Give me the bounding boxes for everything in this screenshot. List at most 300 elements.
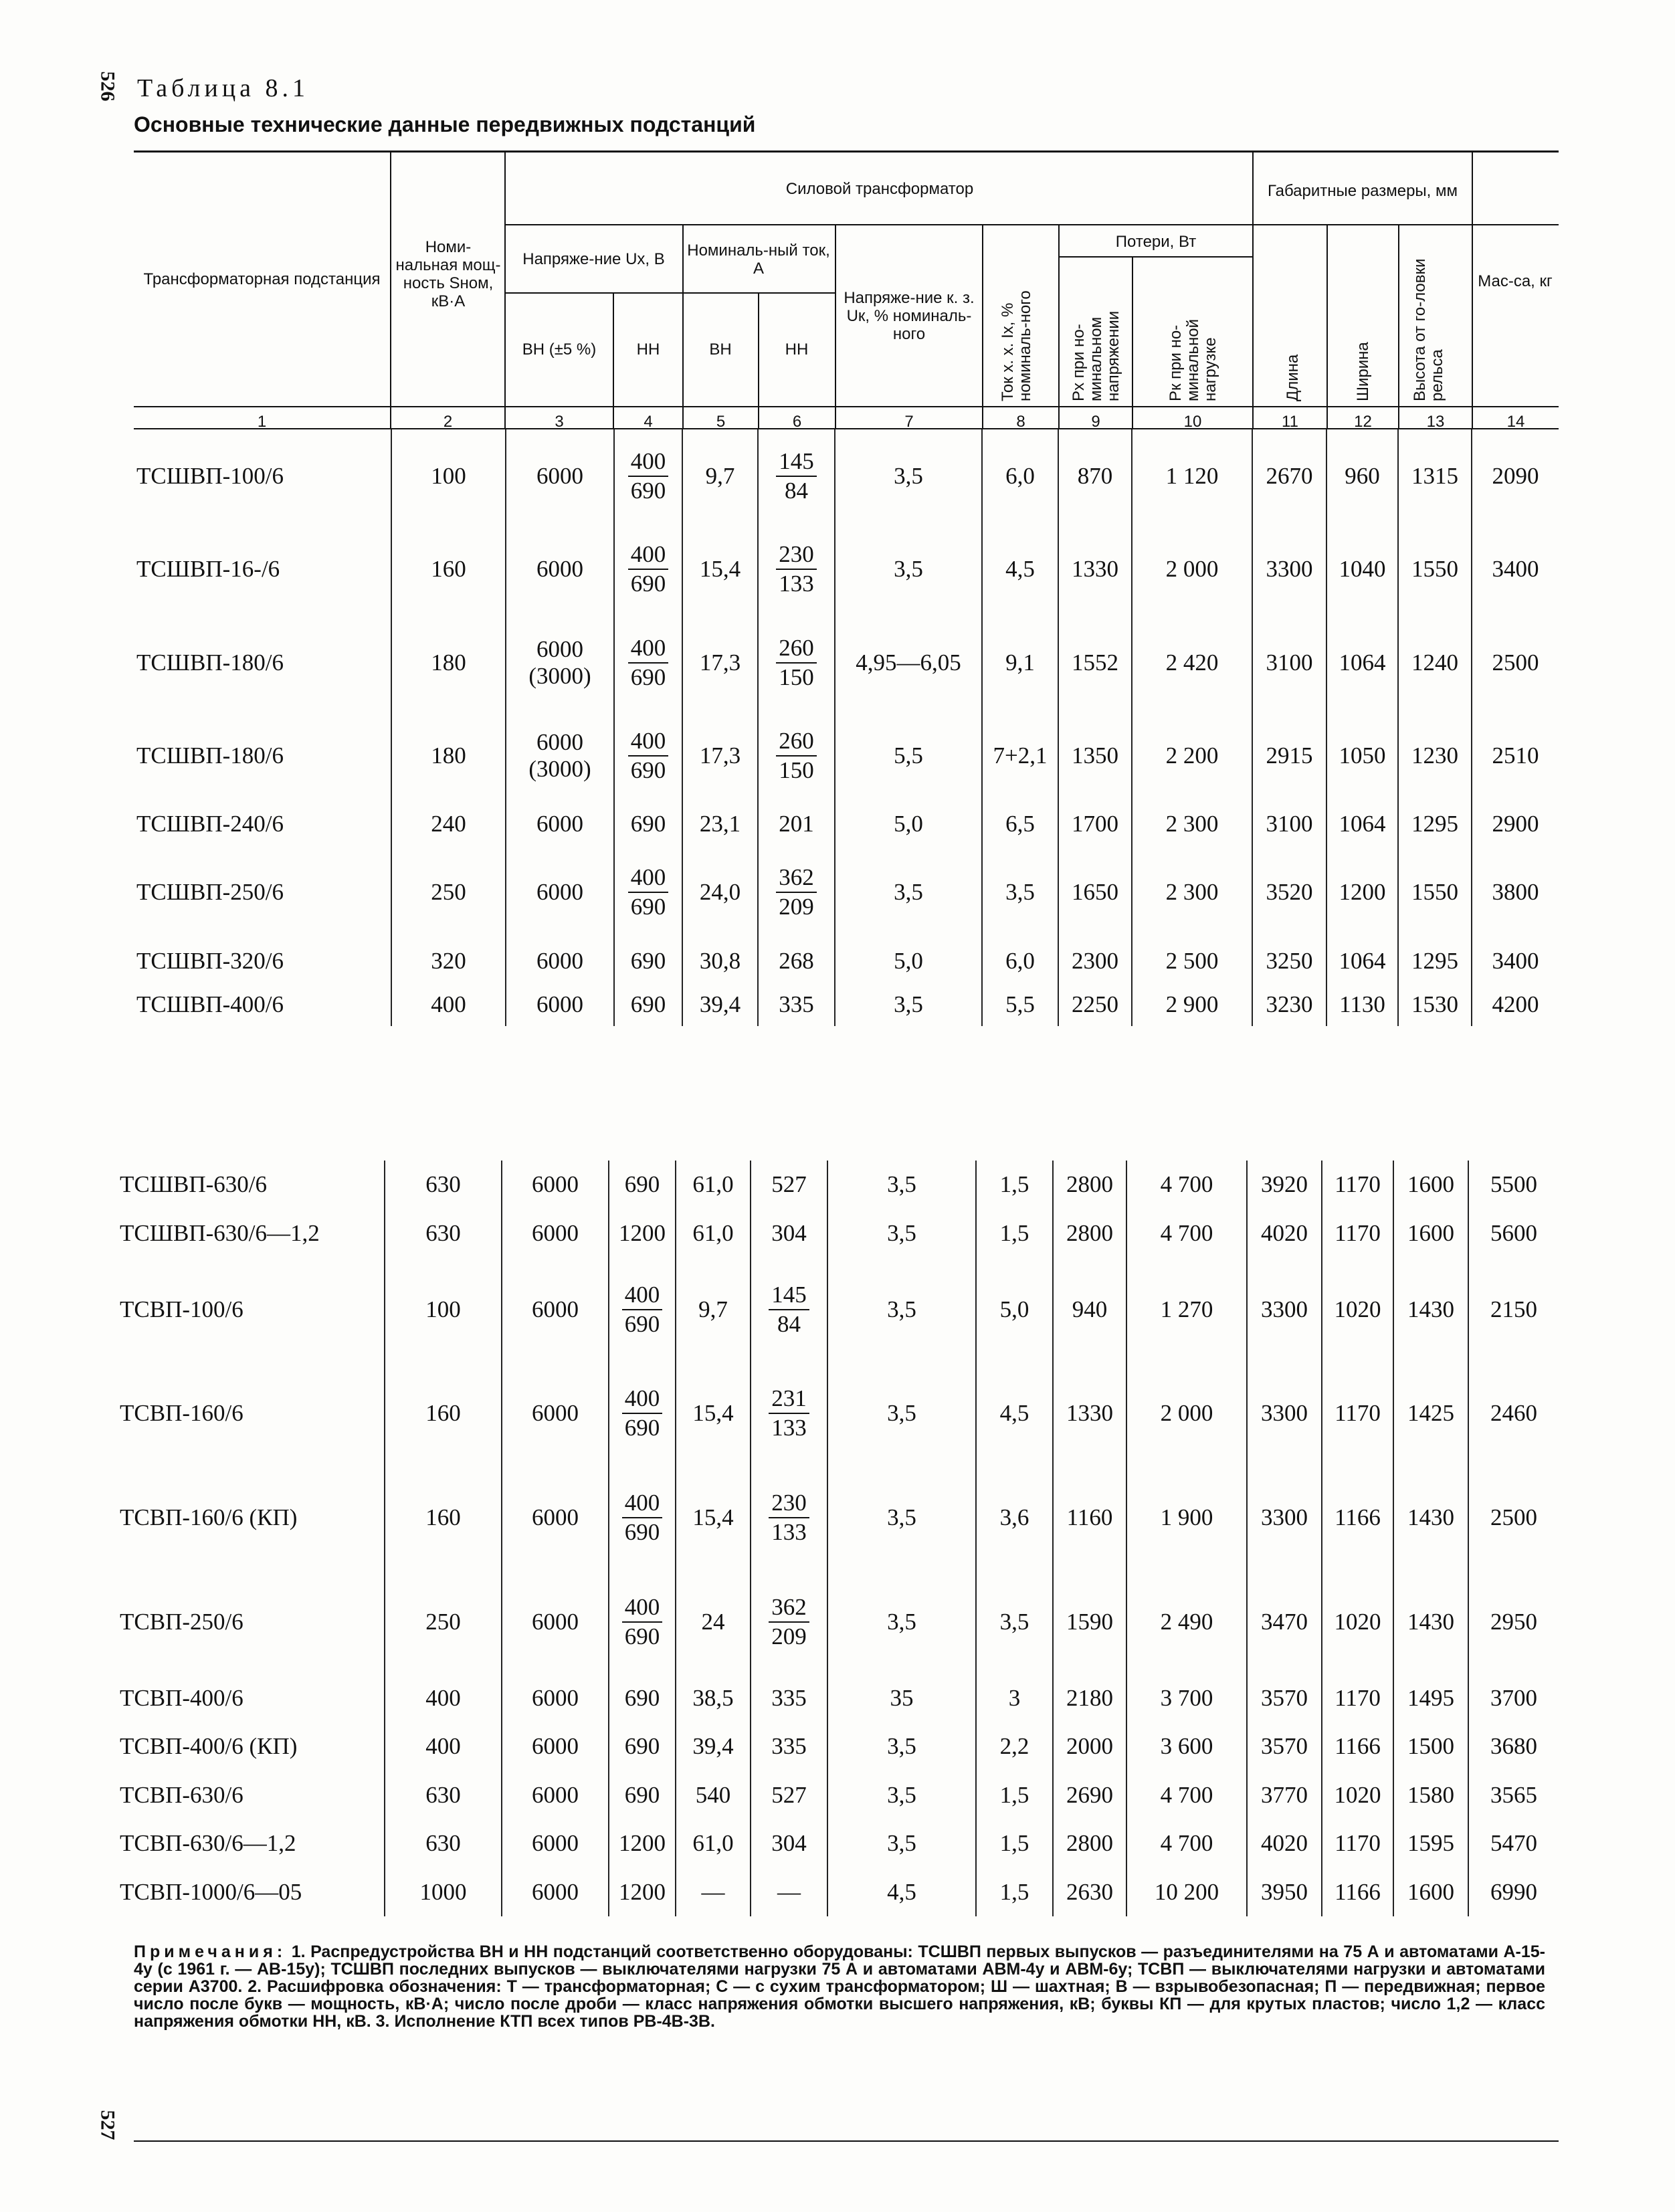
voltage-hv-value: 6000 [536,729,583,756]
nl-current-value: 7+2,1 [993,742,1048,769]
width-value: 1130 [1339,991,1385,1017]
cell-current-lv [751,1258,827,1362]
cell-mass [1472,803,1559,846]
sc-voltage-value: 5,0 [894,947,923,974]
cell-substation [134,616,391,709]
voltage-lv-fraction [622,1385,663,1442]
cell-voltage-lv [614,616,682,709]
voltage-hv-value: 6000 [536,462,583,489]
current-lv-fraction [776,447,817,505]
current-lv-bottom: 133 [771,1415,807,1441]
cell-height [1398,983,1472,1026]
cell-height [1398,803,1472,846]
voltage-hv-value: 6000 [532,1684,579,1711]
cell-voltage-hv [506,522,614,615]
cell-substation [117,1819,385,1868]
current-lv-value: 335 [779,991,814,1017]
cell-nl-current [976,1570,1053,1674]
table-row [134,522,1559,615]
height-value: 1600 [1407,1171,1454,1198]
column-number: 4 [644,413,653,431]
substation-name: ТСШВП-400/6 [136,991,284,1017]
loss-nl-value: 2250 [1072,991,1118,1017]
loss-nl-value: 2800 [1066,1219,1113,1246]
power-value: 250 [431,879,466,906]
table-row [117,1209,1559,1257]
column-number: 10 [1183,413,1202,431]
table-title: Основные технические данные передвижных подстанций [134,112,756,136]
cell-height [1393,1722,1468,1771]
cell-loss-load [1132,939,1252,983]
current-lv-top: 231 [769,1385,809,1414]
loss-load-value: 2 420 [1165,649,1219,676]
cell-voltage-hv [502,1258,609,1362]
cell-nl-current [976,1819,1053,1868]
table-caption: Таблица 8.1 [137,74,310,102]
current-lv-bottom: 209 [779,894,814,920]
voltage-hv-value: 6000 [532,1296,579,1322]
cell-voltage-lv [609,1209,676,1257]
current-hv-value: 61,0 [692,1219,734,1246]
mass-value: 5600 [1490,1219,1537,1246]
mass-value: 4200 [1492,991,1539,1017]
voltage-lv-top: 400 [622,1593,663,1623]
voltage-lv-bottom: 690 [630,477,666,504]
voltage-lv-value: 1200 [619,1219,666,1246]
cell-current-lv [751,1570,827,1674]
voltage-lv-bottom: 690 [624,1519,660,1546]
cell-loss-nl [1058,522,1132,615]
cell-nl-current [976,1362,1053,1466]
cell-current-hv [682,983,758,1026]
cell-power [385,1819,502,1868]
current-lv-value: 527 [771,1171,807,1198]
header-transformer: Силовой трансформатор [785,180,974,198]
cell-length [1247,1771,1322,1819]
cell-width [1322,1868,1393,1916]
length-value: 4020 [1261,1830,1308,1857]
cell-voltage-hv [502,1819,609,1868]
cell-power [385,1209,502,1257]
loss-load-value: 2 500 [1165,947,1219,974]
current-lv-top: 362 [776,864,817,893]
cell-width [1322,1674,1393,1722]
current-hv-value: 540 [695,1781,731,1808]
cell-height [1398,939,1472,983]
cell-substation [134,522,391,615]
nl-current-value: 6,0 [1005,947,1035,974]
column-number: 13 [1426,413,1445,431]
sc-voltage-value: 4,5 [887,1878,916,1905]
cell-substation [117,1466,385,1570]
current-hv-value: 39,4 [699,991,741,1017]
substation-name: ТСШВП-180/6 [136,649,284,676]
header-divider [613,292,614,428]
cell-power [385,1771,502,1819]
table-row [134,939,1559,983]
loss-nl-value: 1350 [1072,742,1118,769]
loss-load-value: 3 600 [1160,1733,1213,1760]
cell-height [1393,1258,1468,1362]
cell-length [1247,1819,1322,1868]
cell-nl-current [982,616,1058,709]
power-value: 180 [431,649,466,676]
cell-loss-nl [1053,1819,1126,1868]
cell-width [1322,1722,1393,1771]
cell-mass [1468,1570,1559,1674]
loss-load-value: 10 200 [1154,1878,1219,1905]
cell-substation [134,846,391,939]
cell-voltage-hv [506,616,614,709]
cell-power [391,429,506,522]
cell-loss-load [1132,522,1252,615]
loss-nl-value: 1160 [1066,1504,1113,1531]
cell-current-lv [758,709,835,802]
cell-sc-voltage [827,1674,976,1722]
column-number: 11 [1282,413,1298,431]
loss-load-value: 3 700 [1160,1684,1213,1711]
voltage-lv-value: 1200 [619,1830,666,1857]
voltage-lv-bottom: 690 [624,1623,660,1649]
cell-nl-current [982,709,1058,802]
table-row [117,1771,1559,1819]
cell-sc-voltage [827,1819,976,1868]
current-lv-value: 527 [771,1781,807,1808]
voltage-lv-fraction [628,727,669,785]
length-value: 3470 [1261,1608,1308,1635]
loss-load-value: 2 200 [1165,742,1219,769]
loss-nl-value: 1590 [1066,1608,1113,1635]
width-value: 1020 [1334,1781,1381,1808]
nl-current-value: 9,1 [1005,649,1035,676]
voltage-lv-top: 400 [622,1281,663,1310]
sc-voltage-value: 3,5 [887,1219,916,1246]
width-value: 1064 [1339,947,1386,974]
voltage-lv-fraction [628,540,669,598]
cell-voltage-lv [614,939,682,983]
header-current: Номиналь-ный ток, А [687,241,830,278]
cell-nl-current [976,1258,1053,1362]
current-lv-fraction [776,634,817,692]
length-value: 3300 [1261,1296,1308,1322]
cell-width [1326,939,1398,983]
cell-mass [1472,983,1559,1026]
cell-loss-nl [1053,1362,1126,1466]
table-row [134,803,1559,846]
cell-substation [117,1771,385,1819]
cell-length [1252,983,1326,1026]
current-hv-value: 61,0 [692,1171,734,1198]
cell-length [1247,1161,1322,1209]
length-value: 3770 [1261,1781,1308,1808]
cell-substation [117,1161,385,1209]
cell-mass [1468,1466,1559,1570]
loss-nl-value: 2800 [1066,1830,1113,1857]
table-row [117,1570,1559,1674]
cell-current-lv [751,1161,827,1209]
cell-current-lv [758,429,835,522]
cell-current-lv [758,616,835,709]
power-value: 160 [425,1400,461,1427]
voltage-hv-value: 6000 [532,1219,579,1246]
length-value: 3300 [1266,556,1313,583]
cell-current-hv [676,1674,751,1722]
cell-voltage-lv [614,983,682,1026]
width-value: 1040 [1339,556,1386,583]
mass-value: 2500 [1490,1504,1537,1531]
mass-value: 2460 [1490,1400,1537,1427]
voltage-hv-value: 6000 [532,1400,579,1427]
width-value: 1170 [1335,1219,1381,1246]
voltage-hv-pair [528,636,591,690]
cell-current-hv [676,1466,751,1570]
header-height: Высота от го-ловки рельса [1411,258,1446,401]
table-row [134,616,1559,709]
cell-length [1247,1209,1322,1257]
cell-loss-load [1132,429,1252,522]
voltage-hv-value: 6000 [536,991,583,1017]
sc-voltage-value: 3,5 [887,1608,916,1635]
cell-loss-load [1132,983,1252,1026]
cell-mass [1472,846,1559,939]
cell-power [385,1258,502,1362]
current-hv-value: 38,5 [692,1684,734,1711]
sc-voltage-value: 3,5 [887,1781,916,1808]
mass-value: 5500 [1490,1171,1537,1198]
cell-loss-load [1126,1258,1247,1362]
cell-power [391,616,506,709]
nl-current-value: 3,5 [1005,879,1035,906]
current-hv-value: 23,1 [699,811,741,837]
column-number: 14 [1506,413,1525,431]
voltage-lv-fraction [622,1593,663,1651]
cell-sc-voltage [835,522,982,615]
cell-current-hv [676,1209,751,1257]
cell-mass [1468,1722,1559,1771]
current-lv-top: 145 [776,447,817,477]
header-loss-nl: Pх при но-минальном напряжении [1070,310,1122,401]
current-lv-top: 260 [776,634,817,664]
cell-loss-load [1126,1722,1247,1771]
power-value: 160 [431,556,466,583]
height-value: 1425 [1407,1400,1454,1427]
cell-nl-current [976,1868,1053,1916]
table-row [134,983,1559,1026]
substation-name: ТСВП-400/6 (КП) [120,1733,298,1760]
cell-loss-nl [1053,1771,1126,1819]
cell-voltage-hv [506,803,614,846]
cell-height [1393,1161,1468,1209]
width-value: 1170 [1335,1684,1381,1711]
current-lv-value: 335 [771,1684,807,1711]
header-divider [390,150,391,428]
cell-voltage-lv [614,709,682,802]
current-hv-value: 24 [701,1608,725,1635]
cell-height [1393,1209,1468,1257]
voltage-hv-value: 6000 [536,811,583,837]
length-value: 3570 [1261,1733,1308,1760]
sc-voltage-value: 3,5 [887,1400,916,1427]
loss-load-value: 2 300 [1165,811,1219,837]
notes [134,1943,1545,2030]
voltage-lv-bottom: 690 [630,894,666,920]
cell-width [1326,522,1398,615]
cell-loss-load [1126,1771,1247,1819]
header-divider [1132,256,1133,428]
cell-nl-current [976,1466,1053,1570]
page-number-bottom: 527 [96,2110,119,2140]
power-value: 630 [425,1219,461,1246]
mass-value: 5470 [1490,1830,1537,1857]
cell-height [1398,616,1472,709]
cell-current-lv [751,1674,827,1722]
cell-mass [1472,429,1559,522]
data-table-top [134,429,1559,1026]
table-row [134,846,1559,939]
substation-name: ТСВП-1000/6—05 [120,1878,302,1905]
header-subrule [1058,256,1252,258]
cell-height [1393,1771,1468,1819]
cell-current-lv [751,1819,827,1868]
loss-nl-value: 2630 [1066,1878,1113,1905]
loss-load-value: 4 700 [1160,1171,1213,1198]
header-loss-load: Pк при но-минальной нагрузке [1167,318,1219,401]
mass-value: 3400 [1492,556,1539,583]
nl-current-value: 4,5 [1005,556,1035,583]
cell-sc-voltage [835,983,982,1026]
table-row [117,1258,1559,1362]
cell-width [1326,803,1398,846]
sc-voltage-value: 3,5 [894,879,923,906]
cell-loss-load [1126,1466,1247,1570]
cell-loss-nl [1058,616,1132,709]
width-value: 1170 [1335,1171,1381,1198]
loss-nl-value: 2690 [1066,1781,1113,1808]
cell-width [1322,1161,1393,1209]
cell-loss-load [1126,1362,1247,1466]
loss-load-value: 2 490 [1160,1608,1213,1635]
voltage-hv-value: 6000 [536,556,583,583]
current-lv-value: 304 [771,1219,807,1246]
mass-value: 3700 [1490,1684,1537,1711]
cell-height [1393,1570,1468,1674]
cell-sc-voltage [835,803,982,846]
length-value: 3300 [1261,1504,1308,1531]
current-hv-value: 17,3 [699,649,741,676]
power-value: 180 [431,742,466,769]
cell-height [1393,1466,1468,1570]
cell-nl-current [976,1161,1053,1209]
voltage-lv-top: 400 [628,864,669,893]
cell-substation [134,803,391,846]
nl-current-value: 6,0 [1005,462,1035,489]
cell-mass [1468,1362,1559,1466]
voltage-lv-bottom: 690 [630,571,666,597]
current-hv-value: 24,0 [699,879,741,906]
power-value: 250 [425,1608,461,1635]
cell-width [1326,846,1398,939]
cell-substation [134,939,391,983]
cell-power [385,1570,502,1674]
substation-name: ТСВП-160/6 [120,1400,243,1427]
column-number: 8 [1016,413,1025,431]
height-value: 1430 [1407,1296,1454,1322]
cell-current-hv [676,1258,751,1362]
loss-nl-value: 940 [1072,1296,1108,1322]
cell-substation [117,1258,385,1362]
cell-loss-load [1132,846,1252,939]
nl-current-value: 1,5 [999,1878,1029,1905]
header-voltage: Напряже-ние Uх, В [522,250,665,268]
header-bottom-rule [134,406,1559,407]
voltage-lv-value: 690 [624,1684,660,1711]
cell-loss-nl [1058,939,1132,983]
cell-current-hv [676,1722,751,1771]
voltage-hv-value: 6000 [532,1504,579,1531]
current-lv-bottom: 150 [779,757,814,784]
cell-height [1393,1674,1468,1722]
cell-voltage-hv [506,983,614,1026]
nl-current-value: 2,2 [999,1733,1029,1760]
cell-length [1252,939,1326,983]
current-lv-bottom: 133 [771,1519,807,1546]
cell-power [385,1161,502,1209]
sc-voltage-value: 5,0 [894,811,923,837]
mass-value: 2900 [1492,811,1539,837]
table-row [117,1674,1559,1722]
cell-width [1322,1819,1393,1868]
header-divider [682,224,684,428]
sc-voltage-value: 3,5 [887,1504,916,1531]
cell-current-hv [682,846,758,939]
height-value: 1600 [1407,1878,1454,1905]
current-lv-top: 230 [776,540,817,570]
header-power: Номи-нальная мощ-ность Sном, кВ·А [395,238,501,310]
cell-voltage-lv [609,1362,676,1466]
cell-current-hv [676,1771,751,1819]
cell-height [1393,1819,1468,1868]
voltage-lv-value: 690 [624,1733,660,1760]
current-lv-value: 335 [771,1733,807,1760]
cell-current-lv [751,1362,827,1466]
sc-voltage-value: 3,5 [887,1296,916,1322]
current-lv-fraction [769,1281,809,1338]
current-lv-fraction [776,540,817,598]
loss-nl-value: 1552 [1072,649,1118,676]
cell-substation [134,709,391,802]
mass-value: 6990 [1490,1878,1537,1905]
cell-length [1252,709,1326,802]
header-mass: Мас-са, кг [1478,272,1553,290]
power-value: 400 [425,1684,461,1711]
footer-rule [134,2140,1559,2142]
page-number-top: 526 [96,71,119,102]
voltage-hv-value: 6000 [536,947,583,974]
current-lv-top: 260 [776,727,817,757]
voltage-lv-value: 690 [630,947,666,974]
cell-loss-load [1126,1674,1247,1722]
cell-substation [117,1570,385,1674]
cell-voltage-hv [502,1209,609,1257]
loss-nl-value: 2180 [1066,1684,1113,1711]
cell-substation [117,1362,385,1466]
loss-load-value: 2 000 [1160,1400,1213,1427]
column-number: 2 [443,413,453,431]
notes-lead: Примечания: [134,1942,287,1961]
cell-width [1322,1771,1393,1819]
cell-loss-nl [1058,983,1132,1026]
cell-width [1322,1258,1393,1362]
